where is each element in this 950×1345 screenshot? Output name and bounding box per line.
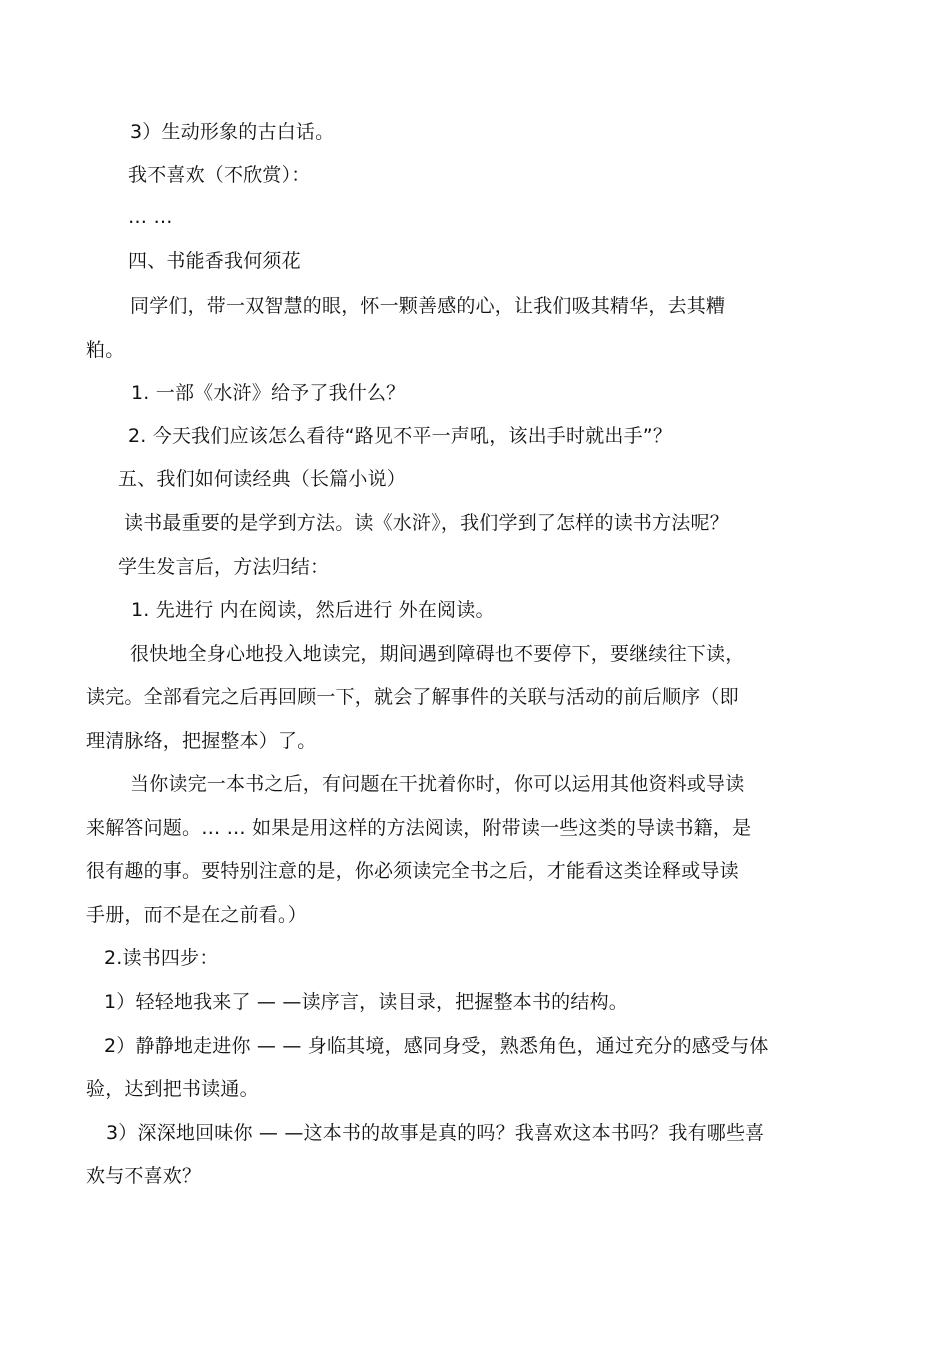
text-line: 同学们，带一双智慧的眼，怀一颗善感的心，让我们吸其精华，去其糟 (130, 295, 726, 317)
text-line: 2）静静地走进你 — — 身临其境，感同身受，熟悉角色，通过充分的感受与体 (104, 1035, 769, 1057)
text-line: 我不喜欢（不欣赏）： (128, 164, 311, 186)
text-line: 读书最重要的是学到方法。读《水浒》，我们学到了怎样的读书方法呢？ (124, 512, 729, 534)
text-line: 来解答问题。… … 如果是用这样的方法阅读，附带读一些这类的导读书籍，是 (86, 817, 752, 839)
text-line: 当你读完一本书之后，有问题在干扰着你时，你可以运用其他资料或导读 (130, 773, 745, 795)
text-line: 2.读书四步： (104, 947, 219, 969)
text-line: 理清脉络，把握整本）了。 (86, 730, 317, 752)
text-line: 1. 先进行 内在阅读，然后进行 外在阅读。 (131, 599, 495, 621)
text-line: 读完。全部看完之后再回顾一下，就会了解事件的关联与活动的前后顺序（即 (86, 686, 739, 708)
text-line: 3）深深地回味你 — —这本书的故事是真的吗？我喜欢这本书吗？我有哪些喜 (106, 1122, 765, 1144)
text-line: … … (128, 206, 173, 228)
text-line: 粕。 (86, 339, 125, 361)
text-line: 2. 今天我们应该怎么看待“路见不平一声吼，该出手时就出手”？ (128, 425, 673, 447)
section-heading: 五、我们如何读经典（长篇小说） (118, 468, 407, 490)
text-line: 手册，而不是在之前看。） (86, 904, 307, 926)
text-line: 3）生动形象的古白话。 (130, 121, 335, 143)
text-line: 很快地全身心地投入地读完，期间遇到障碍也不要停下，要继续往下读， (130, 643, 745, 665)
section-heading: 四、书能香我何须花 (128, 250, 301, 272)
text-line: 很有趣的事。要特别注意的是，你必须读完全书之后，才能看这类诠释或导读 (86, 860, 739, 882)
text-line: 验，达到把书读通。 (86, 1078, 259, 1100)
text-line: 欢与不喜欢？ (86, 1165, 202, 1187)
text-line: 1）轻轻地我来了 — —读序言，读目录，把握整本书的结构。 (104, 991, 628, 1013)
text-line: 1. 一部《水浒》给予了我什么？ (131, 382, 406, 404)
text-line: 学生发言后，方法归结： (118, 556, 330, 578)
